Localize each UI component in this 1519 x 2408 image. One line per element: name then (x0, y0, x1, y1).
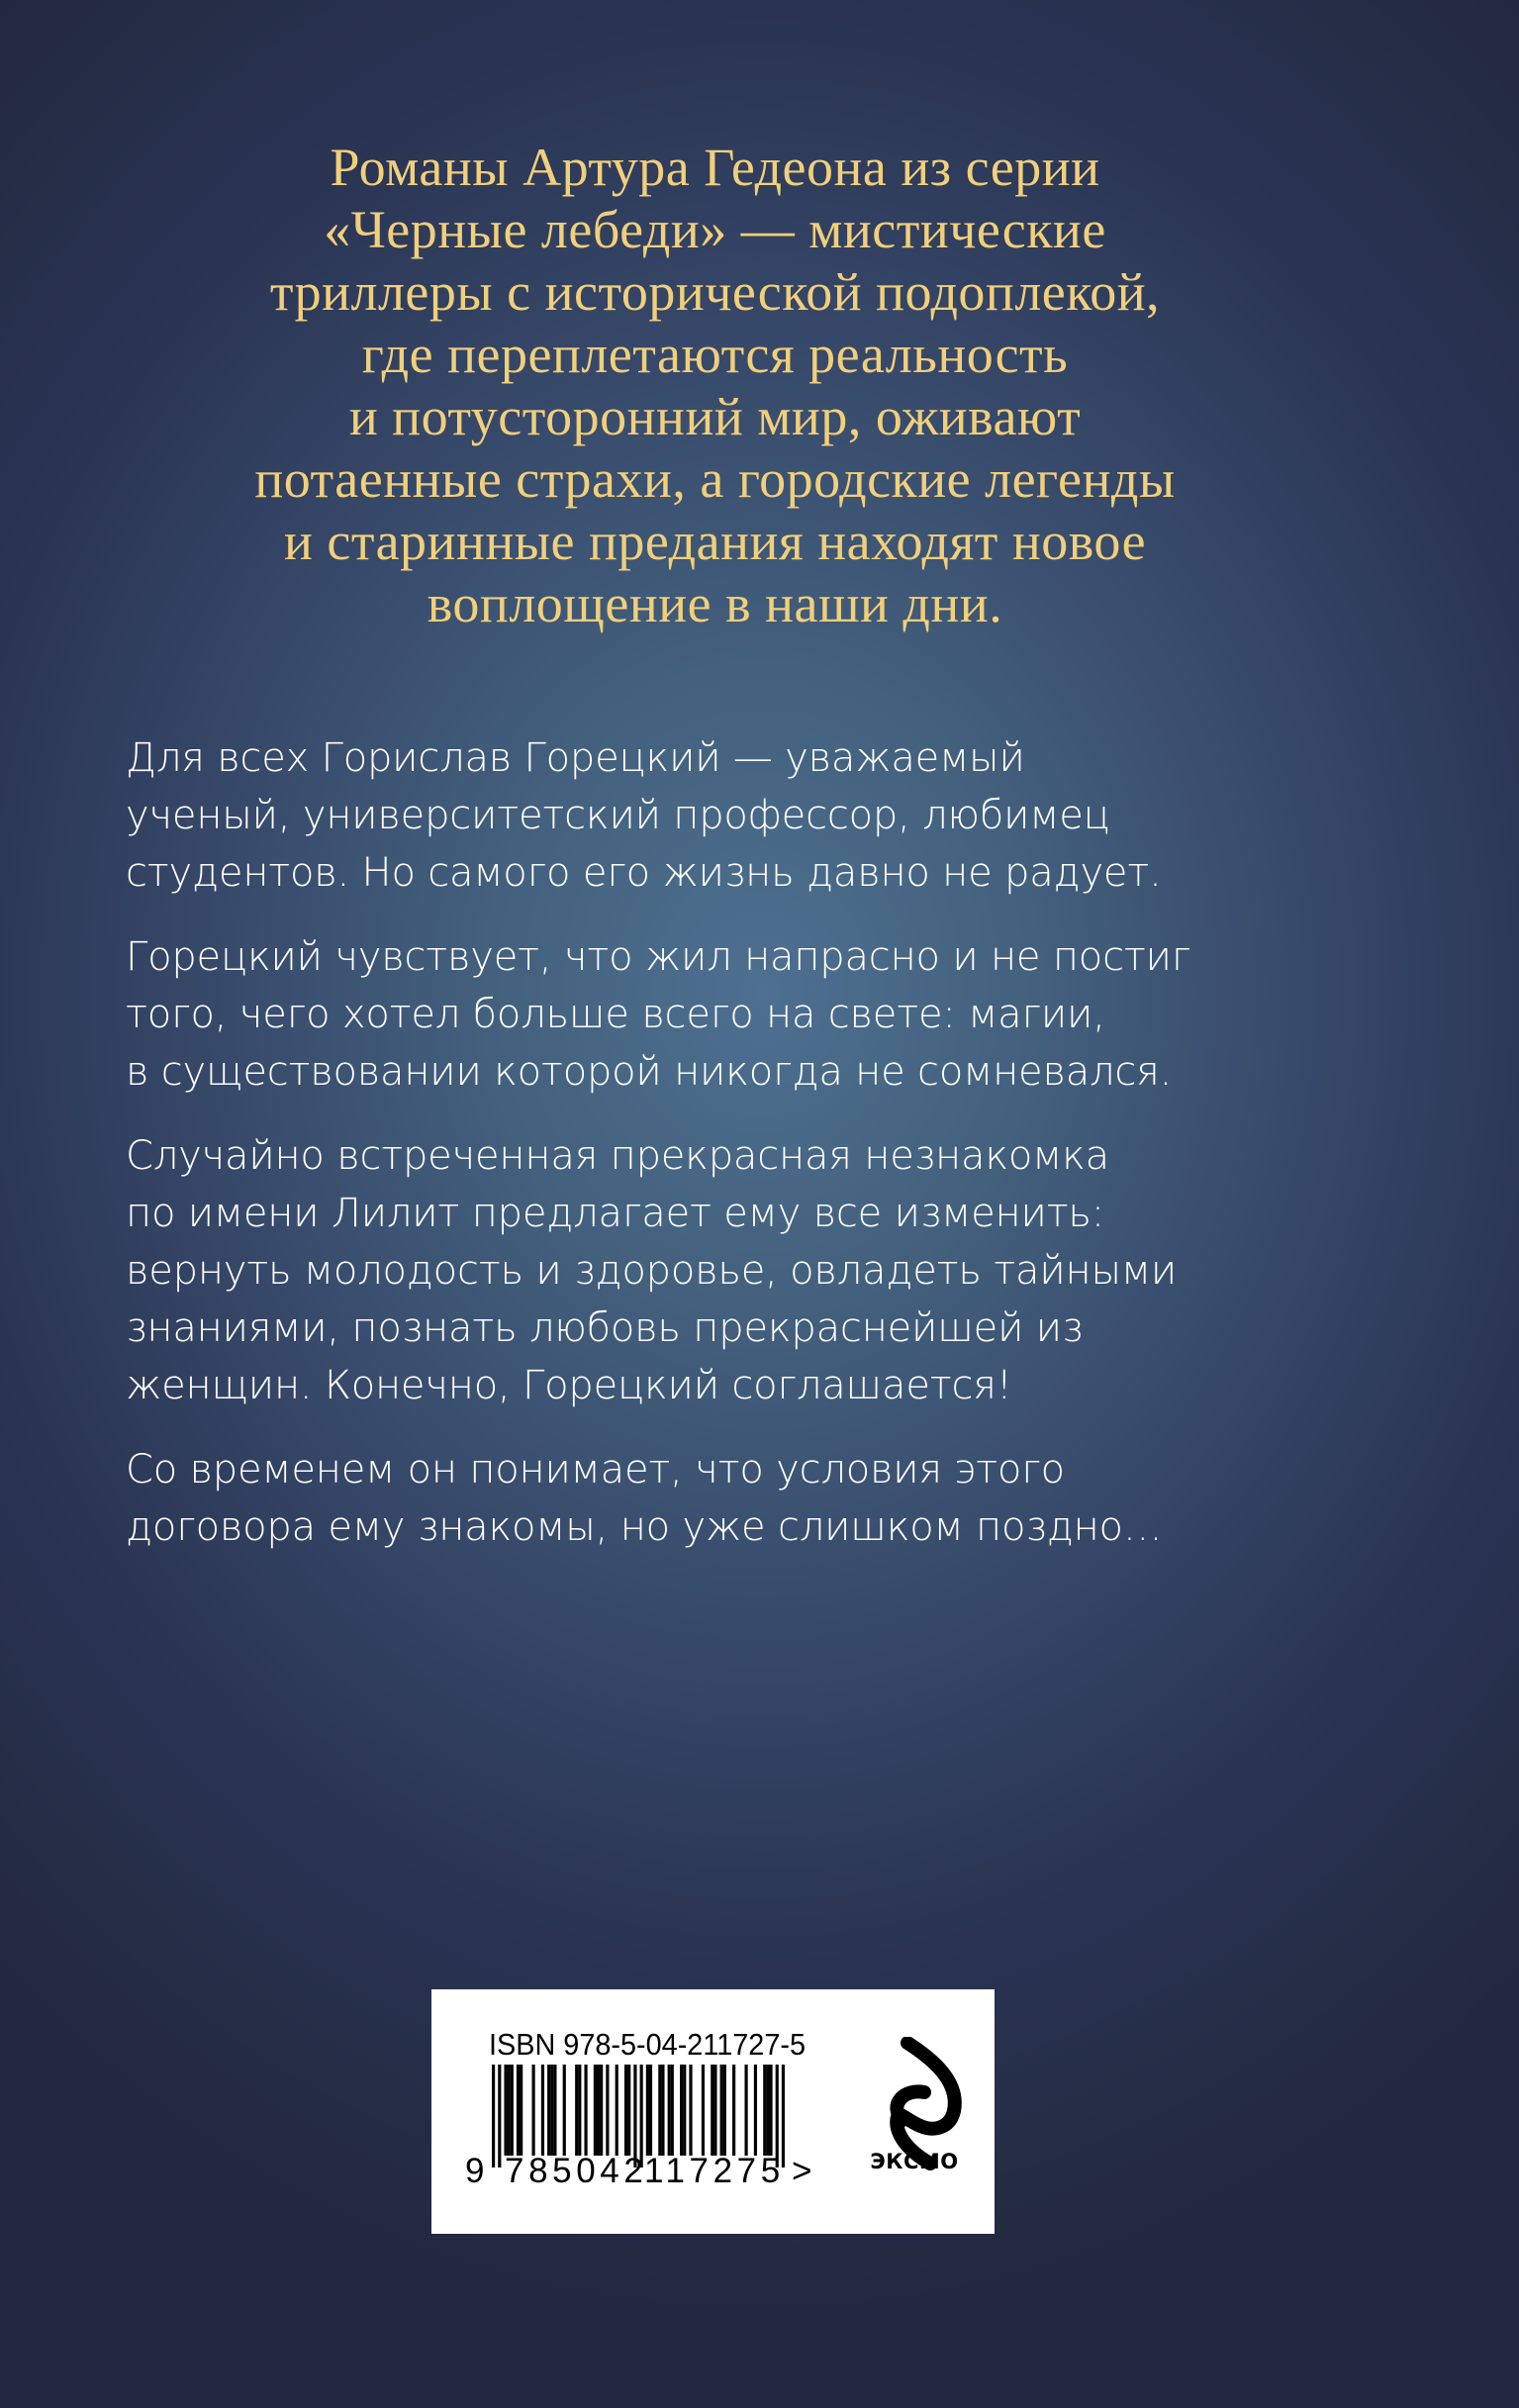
synopsis-line: Случайно встреченная прекрасная незнакомка (126, 1133, 1109, 1179)
barcode-bar (732, 2065, 735, 2156)
barcode-bar (616, 2065, 618, 2156)
barcode-bar (766, 2065, 769, 2156)
synopsis-line: вернуть молодость и здоровье, овладеть тайными (126, 1248, 1177, 1294)
barcode-bar (624, 2065, 627, 2156)
barcode-bar (547, 2065, 550, 2156)
barcode-bar (575, 2065, 578, 2156)
synopsis-line: по имени Лилит предлагает ему все изменить: (126, 1191, 1105, 1236)
tagline-line: и потусторонний мир, оживают (348, 387, 1082, 446)
barcode-bar (646, 2065, 649, 2156)
synopsis-line: договора ему знакомы, но уже слишком поздно… (126, 1504, 1163, 1550)
barcode-bar (658, 2065, 661, 2156)
barcode-bar (584, 2065, 587, 2156)
synopsis-line: студентов. Но самого его жизнь давно не радует. (126, 850, 1162, 896)
tagline-line: потаенные страхи, а городские легенды (254, 449, 1176, 509)
isbn-barcode-panel (431, 1989, 995, 2234)
barcode-bar (668, 2065, 671, 2156)
barcode-bar (606, 2065, 609, 2156)
barcode-bar (553, 2065, 556, 2156)
barcode-bar (504, 2065, 507, 2156)
barcode-bar (517, 2065, 520, 2156)
barcode-bar (689, 2065, 692, 2156)
tagline-line: где переплетаются реальность (361, 325, 1069, 384)
barcode-bar (661, 2065, 664, 2156)
synopsis-line: Горецкий чувствует, что жил напрасно и не постиг (126, 934, 1191, 980)
barcode-bar (711, 2065, 713, 2156)
barcode-bar (713, 2065, 716, 2156)
synopsis-paragraph-1 (126, 729, 1343, 902)
synopsis-line: знаниями, познать любовь прекраснейшей из (126, 1305, 1084, 1351)
barcode-right-group: 117275 (644, 2152, 785, 2190)
synopsis-paragraph-3 (126, 1127, 1343, 1414)
tagline-line: и старинные предания находят новое (283, 512, 1147, 571)
barcode-bar (720, 2065, 723, 2156)
barcode-bar (520, 2065, 522, 2156)
synopsis-paragraph-4 (126, 1441, 1343, 1556)
barcode-bar (763, 2065, 766, 2156)
barcode-bar (683, 2065, 686, 2156)
barcode-bar (680, 2065, 683, 2156)
synopsis-line: женщин. Конечно, Горецкий соглашается! (126, 1363, 1012, 1408)
barcode-bar (511, 2065, 514, 2156)
barcode-bar (541, 2065, 544, 2156)
synopsis-line: Для всех Горислав Горецкий — уважаемый (126, 735, 1025, 781)
synopsis-line: того, чего хотел больше всего на свете: магии, (126, 992, 1105, 1037)
barcode-digits (431, 2152, 827, 2191)
barcode-bar (550, 2065, 553, 2156)
barcode-bar (723, 2065, 726, 2156)
barcode-bar (754, 2065, 757, 2156)
synopsis-line: ученый, университетский профессор, любимец (126, 793, 1110, 838)
barcode-bar (508, 2065, 511, 2156)
barcode-bar (627, 2065, 630, 2156)
barcode-bar (532, 2065, 535, 2156)
barcode-first-digit: 9 (465, 2152, 490, 2190)
barcode-bar (578, 2065, 581, 2156)
barcode-bar (594, 2065, 597, 2156)
barcode-bar (671, 2065, 674, 2156)
barcode-bar (597, 2065, 600, 2156)
synopsis-line: в существовании которой никогда не сомневался. (126, 1049, 1173, 1095)
barcode-quiet-mark: > (792, 2152, 817, 2190)
barcode-bar (702, 2065, 705, 2156)
synopsis-line: Со временем он понимает, что условия этого (126, 1447, 1065, 1493)
tagline-line: «Черные лебеди» — мистические (324, 200, 1106, 259)
isbn-label: ISBN 978-5-04-211727-5 (489, 2027, 807, 2062)
series-tagline (148, 137, 1282, 635)
barcode-bar (769, 2065, 772, 2156)
tagline-line: триллеры с исторической подоплекой, (269, 262, 1161, 322)
tagline-line: воплощение в наши дни. (427, 574, 1003, 633)
barcode-bar (600, 2065, 603, 2156)
barcode-bar (649, 2065, 652, 2156)
tagline-line: Романы Артура Гедеона из серии (330, 138, 1100, 197)
publisher-name: ЭКСМО (870, 2150, 959, 2173)
barcode-left-group: 785042 (505, 2152, 648, 2190)
synopsis-paragraph-2 (126, 928, 1343, 1101)
book-synopsis (126, 729, 1343, 1583)
barcode-bar (744, 2065, 747, 2156)
barcode-bar (563, 2065, 566, 2156)
